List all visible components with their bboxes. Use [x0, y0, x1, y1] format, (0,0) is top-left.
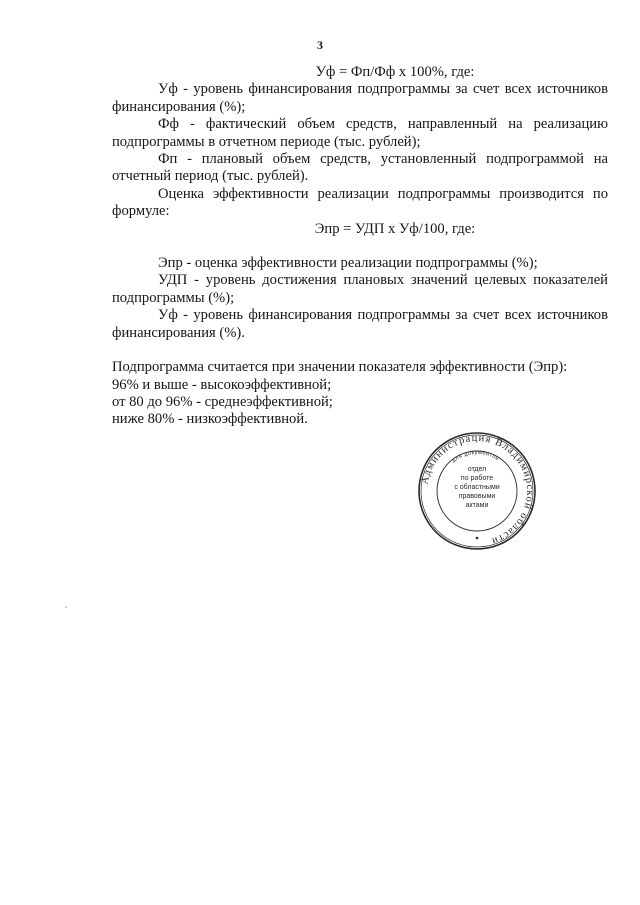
svg-text:для документов	[451, 450, 500, 464]
formula-epr: Эпр = УДП х Уф/100, где:	[314, 220, 476, 237]
definition-udp: УДП - уровень достижения плановых значений целевых показателей подпрограммы (%);	[112, 272, 608, 306]
stamp-center-line: правовыми	[458, 493, 496, 500]
formula-uf: Уф = Фп/Фф х 100%, где:	[315, 64, 475, 80]
definition-ff: Фф - фактический объем средств, направленный на реализацию подпрограммы в отчетном периоде (тыс. рублей);	[112, 116, 608, 150]
scan-speck	[65, 606, 67, 608]
criteria-high: 96% и выше - высокоэффективной;	[112, 376, 332, 393]
stamp-center-line: с областными	[454, 484, 500, 491]
stamp-center-line: по работе	[460, 475, 494, 482]
definition-epr: Эпр - оценка эффективности реализации подпрограммы (%);	[158, 255, 538, 272]
stamp-seal-graphic	[416, 430, 538, 552]
criteria-medium: от 80 до 96% - среднеэффективной;	[112, 393, 333, 410]
stamp-inner-ring-text: для документов	[451, 449, 501, 465]
stamp-center-line: отдел	[467, 466, 487, 473]
stamp-ring-text: Администрация Владимирской области	[419, 432, 536, 547]
document-body	[112, 64, 608, 429]
definition-uf: Уф - уровень финансирования подпрограммы за счет всех источников финансирования (%);	[112, 81, 608, 115]
definition-uf-2: Уф - уровень финансирования подпрограммы за счет всех источников финансирования (%).	[112, 307, 608, 341]
page-number: 3	[317, 38, 323, 52]
official-stamp	[416, 430, 538, 552]
paragraph-evaluation: Оценка эффективности реализации подпрограммы производится по формуле:	[112, 185, 608, 220]
criteria-intro: Подпрограмма считается при значении показателя эффективности (Эпр):	[112, 359, 568, 376]
criteria-low: ниже 80% - низкоэффективной.	[112, 411, 308, 428]
definition-fp: Фп - плановый объем средств, установленный подпрограммой на отчетный период (тыс. рублей).	[112, 151, 608, 185]
stamp-center-line: актами	[465, 502, 489, 509]
